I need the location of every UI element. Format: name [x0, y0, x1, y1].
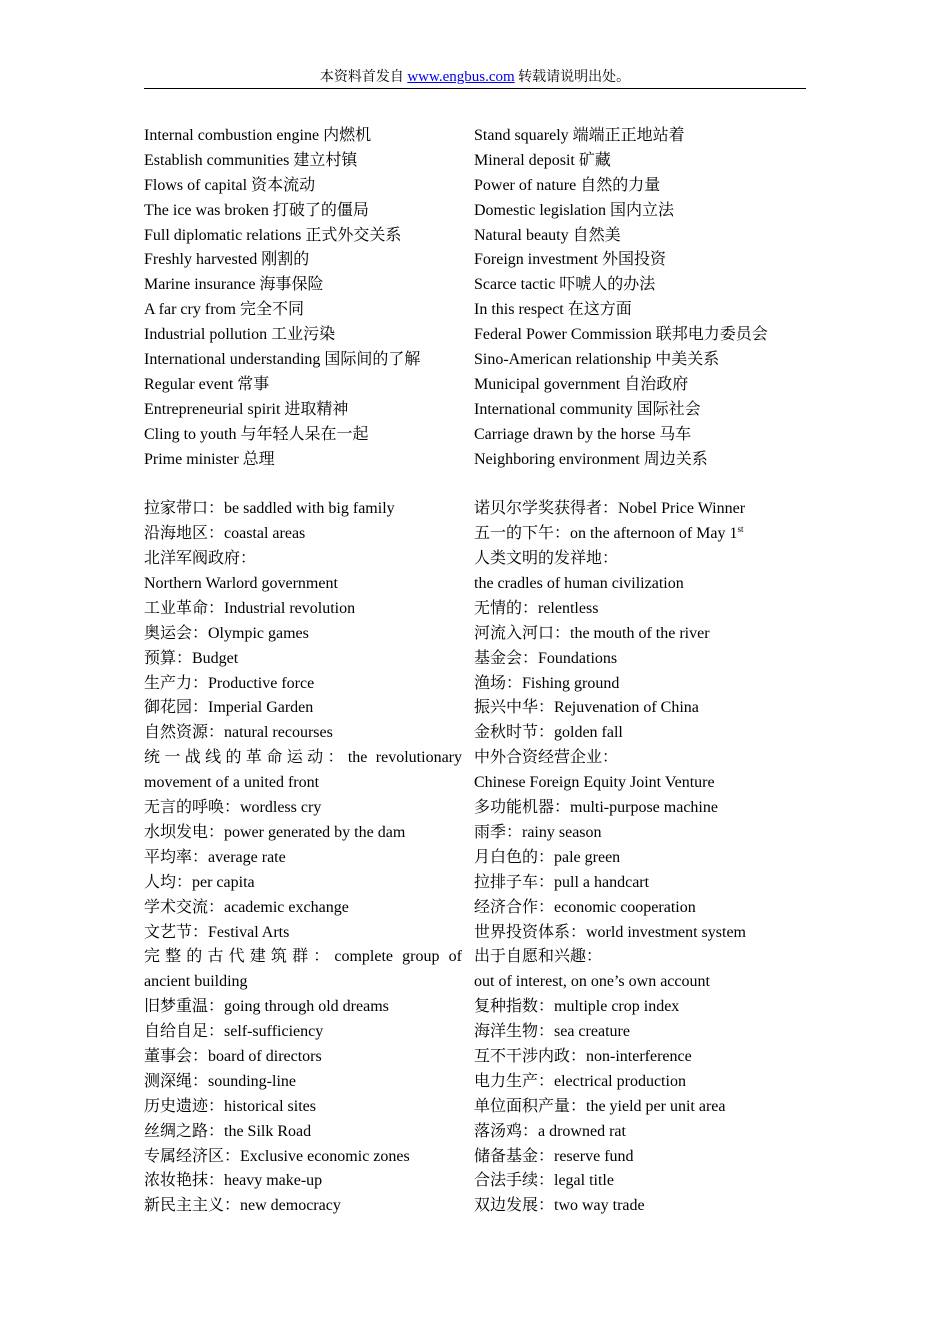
vocab-entry: Federal Power Commission 联邦电力委员会	[474, 326, 768, 344]
vocab-entry: 双边发展：two way trade	[474, 1197, 645, 1215]
vocab-entry: Establish communities 建立村镇	[144, 151, 358, 169]
vocab-entry: 水坝发电：power generated by the dam	[144, 823, 406, 841]
vocab-entry: 诺贝尔学奖获得者：Nobel Price Winner	[474, 500, 746, 518]
vocab-entry: International understanding 国际间的了解	[144, 351, 421, 369]
vocab-entry: 储备基金：reserve fund	[474, 1147, 634, 1165]
vocab-entry: 测深绳：sounding-line	[144, 1072, 296, 1090]
vocab-entry: 浓妆艳抹：heavy make-up	[144, 1172, 323, 1190]
vocab-entry: 拉排子车：pull a handcart	[474, 873, 650, 891]
vocab-entry: 出于自愿和兴趣：	[474, 948, 603, 966]
vocab-entry: 合法手续：legal title	[474, 1172, 614, 1190]
vocab-entry: 奥运会：Olympic games	[144, 624, 309, 642]
vocab-entry: Cling to youth 与年轻人呆在一起	[144, 425, 369, 443]
vocab-entry: 多功能机器：multi-purpose machine	[474, 799, 718, 817]
vocab-entry: 雨季：rainy season	[474, 823, 602, 841]
vocab-entry: movement of a united front	[144, 774, 320, 792]
vocab-entry: 预算：Budget	[144, 649, 239, 667]
vocab-entry: A far cry from 完全不同	[144, 301, 304, 319]
vocab-entry: 无情的：relentless	[474, 599, 599, 617]
vocab-entry: Municipal government 自治政府	[474, 375, 689, 393]
vocab-entry: Freshly harvested 刚割的	[144, 251, 310, 269]
vocab-entry: 电力生产：electrical production	[474, 1072, 686, 1090]
vocab-entry: 生产力：Productive force	[144, 674, 315, 692]
vocab-entry: 落汤鸡：a drowned rat	[474, 1122, 626, 1140]
vocab-entry: Chinese Foreign Equity Joint Venture	[474, 774, 715, 792]
vocab-entry: 历史遗迹：historical sites	[144, 1097, 316, 1115]
vocab-entry: Prime minister 总理	[144, 450, 275, 468]
vocab-entry: Stand squarely 端端正正地站着	[474, 127, 685, 144]
vocab-entry: The ice was broken 打破了的僵局	[144, 201, 369, 219]
vocab-entry: 月白色的：pale green	[474, 848, 621, 866]
vocab-entry: 世界投资体系：world investment system	[474, 923, 746, 941]
vocab-entry: 人类文明的发祥地：	[474, 550, 619, 568]
section-gap	[474, 472, 804, 497]
header-link[interactable]: www.engbus.com	[407, 69, 515, 85]
vocab-entry: Power of nature 自然的力量	[474, 176, 661, 194]
vocab-entry: 渔场：Fishing ground	[474, 674, 620, 692]
vocab-entry: 旧梦重温：going through old dreams	[144, 998, 389, 1016]
vocab-entry: 海洋生物：sea creature	[474, 1023, 630, 1041]
vocab-entry: Internal combustion engine 内燃机	[144, 127, 372, 144]
vocab-entry: Mineral deposit 矿藏	[474, 151, 611, 169]
vocab-entry: 御花园：Imperial Garden	[144, 699, 314, 717]
ordinal-superscript: st	[737, 524, 744, 535]
vocab-entry: 五一的下午：on the afternoon of May 1st	[474, 524, 744, 543]
vocab-entry: Sino-American relationship 中美关系	[474, 351, 720, 369]
vocab-entry: 中外合资经营企业：	[474, 749, 619, 767]
vocab-entry: 互不干涉内政：non-interference	[474, 1047, 692, 1065]
vocab-entry: 学术交流：academic exchange	[144, 898, 349, 916]
vocab-entry: Neighboring environment 周边关系	[474, 450, 708, 468]
vocab-entry: Domestic legislation 国内立法	[474, 201, 674, 219]
vocab-entry: 专属经济区：Exclusive economic zones	[144, 1147, 410, 1165]
vocab-entry: Industrial pollution 工业污染	[144, 326, 336, 344]
vocab-entry: 沿海地区：coastal areas	[144, 525, 306, 543]
vocab-entry: 文艺节：Festival Arts	[144, 923, 290, 941]
vocab-entry: 人均：per capita	[144, 873, 255, 891]
section-gap	[144, 472, 462, 497]
right-column	[474, 124, 804, 1219]
vocab-entry: 自然资源：natural recourses	[144, 724, 333, 742]
vocab-entry: Flows of capital 资本流动	[144, 176, 316, 194]
vocab-entry: In this respect 在这方面	[474, 301, 632, 319]
vocab-entry: Regular event 常事	[144, 375, 270, 393]
vocab-entry: International community 国际社会	[474, 400, 701, 418]
vocab-entry: ancient building	[144, 973, 248, 991]
vocab-entry: 拉家带口：be saddled with big family	[144, 500, 395, 518]
page-header	[144, 66, 806, 89]
vocab-entry: 金秋时节：golden fall	[474, 724, 623, 742]
left-column	[144, 124, 462, 1219]
vocab-entry: 基金会：Foundations	[474, 649, 618, 667]
vocab-entry: Carriage drawn by the horse 马车	[474, 425, 692, 443]
vocab-entry: Northern Warlord government	[144, 575, 338, 593]
vocab-entry: 自给自足：self-sufficiency	[144, 1023, 324, 1041]
vocab-entry: 董事会：board of directors	[144, 1047, 322, 1065]
vocab-entry: 北洋军阀政府：	[144, 550, 257, 568]
vocab-entry: 振兴中华：Rejuvenation of China	[474, 699, 699, 717]
vocab-entry: 统一战线的革命运动：the revolutionary	[144, 749, 462, 767]
vocab-entry: Full diplomatic relations 正式外交关系	[144, 226, 402, 244]
vocab-entry: 无言的呼唤：wordless cry	[144, 799, 322, 817]
vocab-entry: 复种指数：multiple crop index	[474, 998, 680, 1016]
vocab-entry: 经济合作：economic cooperation	[474, 898, 696, 916]
vocab-entry: Entrepreneurial spirit 进取精神	[144, 400, 349, 418]
vocab-entry: 新民主主义：new democracy	[144, 1197, 341, 1215]
vocab-entry: Foreign investment 外国投资	[474, 251, 666, 269]
vocab-entry: 河流入河口：the mouth of the river	[474, 624, 710, 642]
vocab-entry: Marine insurance 海事保险	[144, 276, 324, 294]
header-prefix: 本资料首发自	[319, 70, 408, 85]
vocab-entry: 丝绸之路：the Silk Road	[144, 1122, 312, 1140]
vocab-entry: Natural beauty 自然美	[474, 226, 621, 244]
vocab-entry: 工业革命：Industrial revolution	[144, 599, 356, 617]
vocab-entry: out of interest, on one’s own account	[474, 973, 710, 991]
vocab-entry: 完整的古代建筑群：complete group of	[144, 948, 462, 966]
vocab-entry: the cradles of human civilization	[474, 575, 684, 593]
vocab-entry: Scarce tactic 吓唬人的办法	[474, 276, 656, 294]
vocab-entry: 单位面积产量：the yield per unit area	[474, 1097, 726, 1115]
vocab-entry: 平均率：average rate	[144, 848, 286, 866]
header-suffix: 转载请说明出处。	[514, 70, 631, 85]
